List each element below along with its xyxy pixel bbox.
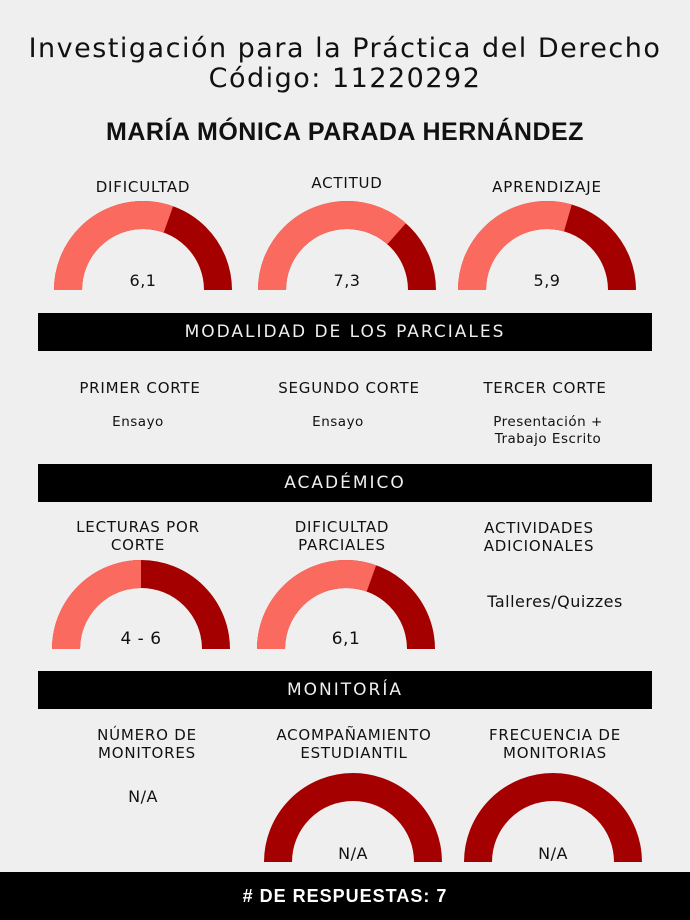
numero-monitores-value: N/A bbox=[128, 787, 158, 806]
numero-monitores-label-line2: MONITORES bbox=[98, 744, 196, 762]
section-bar-monitoria: MONITORÍA bbox=[38, 671, 652, 709]
frecuencia-label-line2: MONITORIAS bbox=[503, 744, 607, 762]
rating-value-actitud: 7,3 bbox=[333, 271, 361, 290]
section-bar-modalidad: MODALIDAD DE LOS PARCIALES bbox=[38, 313, 652, 351]
actividades-label-line1: ACTIVIDADES bbox=[484, 519, 594, 537]
corte-label-primer: PRIMER CORTE bbox=[79, 379, 201, 397]
lecturas-value: 4 - 6 bbox=[120, 629, 162, 649]
corte-value-segundo: Ensayo bbox=[312, 414, 364, 430]
acompanamiento-value: N/A bbox=[338, 844, 368, 863]
corte-value-tercer-line1: Presentación + bbox=[493, 414, 603, 430]
dificultad-parciales-value: 6,1 bbox=[331, 629, 361, 649]
course-title: Investigación para la Práctica del Derecho bbox=[28, 33, 662, 64]
numero-monitores-label-line1: NÚMERO DE bbox=[97, 726, 197, 744]
rating-label-dificultad: DIFICULTAD bbox=[95, 178, 191, 196]
rating-value-aprendizaje: 5,9 bbox=[533, 271, 561, 290]
corte-label-segundo: SEGUNDO CORTE bbox=[278, 379, 420, 397]
corte-value-tercer-line2: Trabajo Escrito bbox=[494, 431, 602, 447]
dificultad-parciales-label-line1: DIFICULTAD bbox=[294, 518, 390, 536]
section-bar-academico: ACADÉMICO bbox=[38, 464, 652, 502]
rating-value-dificultad: 6,1 bbox=[129, 271, 157, 290]
corte-value-primer: Ensayo bbox=[112, 414, 164, 430]
dificultad-parciales-label-line2: PARCIALES bbox=[298, 536, 386, 554]
course-code: Código: 11220292 bbox=[208, 63, 482, 94]
responses-count: # DE RESPUESTAS: 7 bbox=[0, 872, 690, 920]
frecuencia-label-line1: FRECUENCIA DE bbox=[488, 726, 622, 744]
professor-name: MARÍA MÓNICA PARADA HERNÁNDEZ bbox=[106, 118, 584, 146]
lecturas-label-line2: CORTE bbox=[110, 536, 166, 554]
actividades-value: Talleres/Quizzes bbox=[487, 592, 623, 611]
frecuencia-value: N/A bbox=[538, 844, 568, 863]
corte-label-tercer: TERCER CORTE bbox=[483, 379, 607, 397]
lecturas-label-line1: LECTURAS POR bbox=[76, 518, 200, 536]
acompanamiento-label-line2: ESTUDIANTIL bbox=[300, 744, 408, 762]
actividades-label-line2: ADICIONALES bbox=[483, 537, 595, 555]
rating-label-aprendizaje: APRENDIZAJE bbox=[492, 178, 602, 196]
acompanamiento-label-line1: ACOMPAÑAMIENTO bbox=[276, 726, 432, 744]
rating-label-actitud: ACTITUD bbox=[311, 174, 383, 192]
